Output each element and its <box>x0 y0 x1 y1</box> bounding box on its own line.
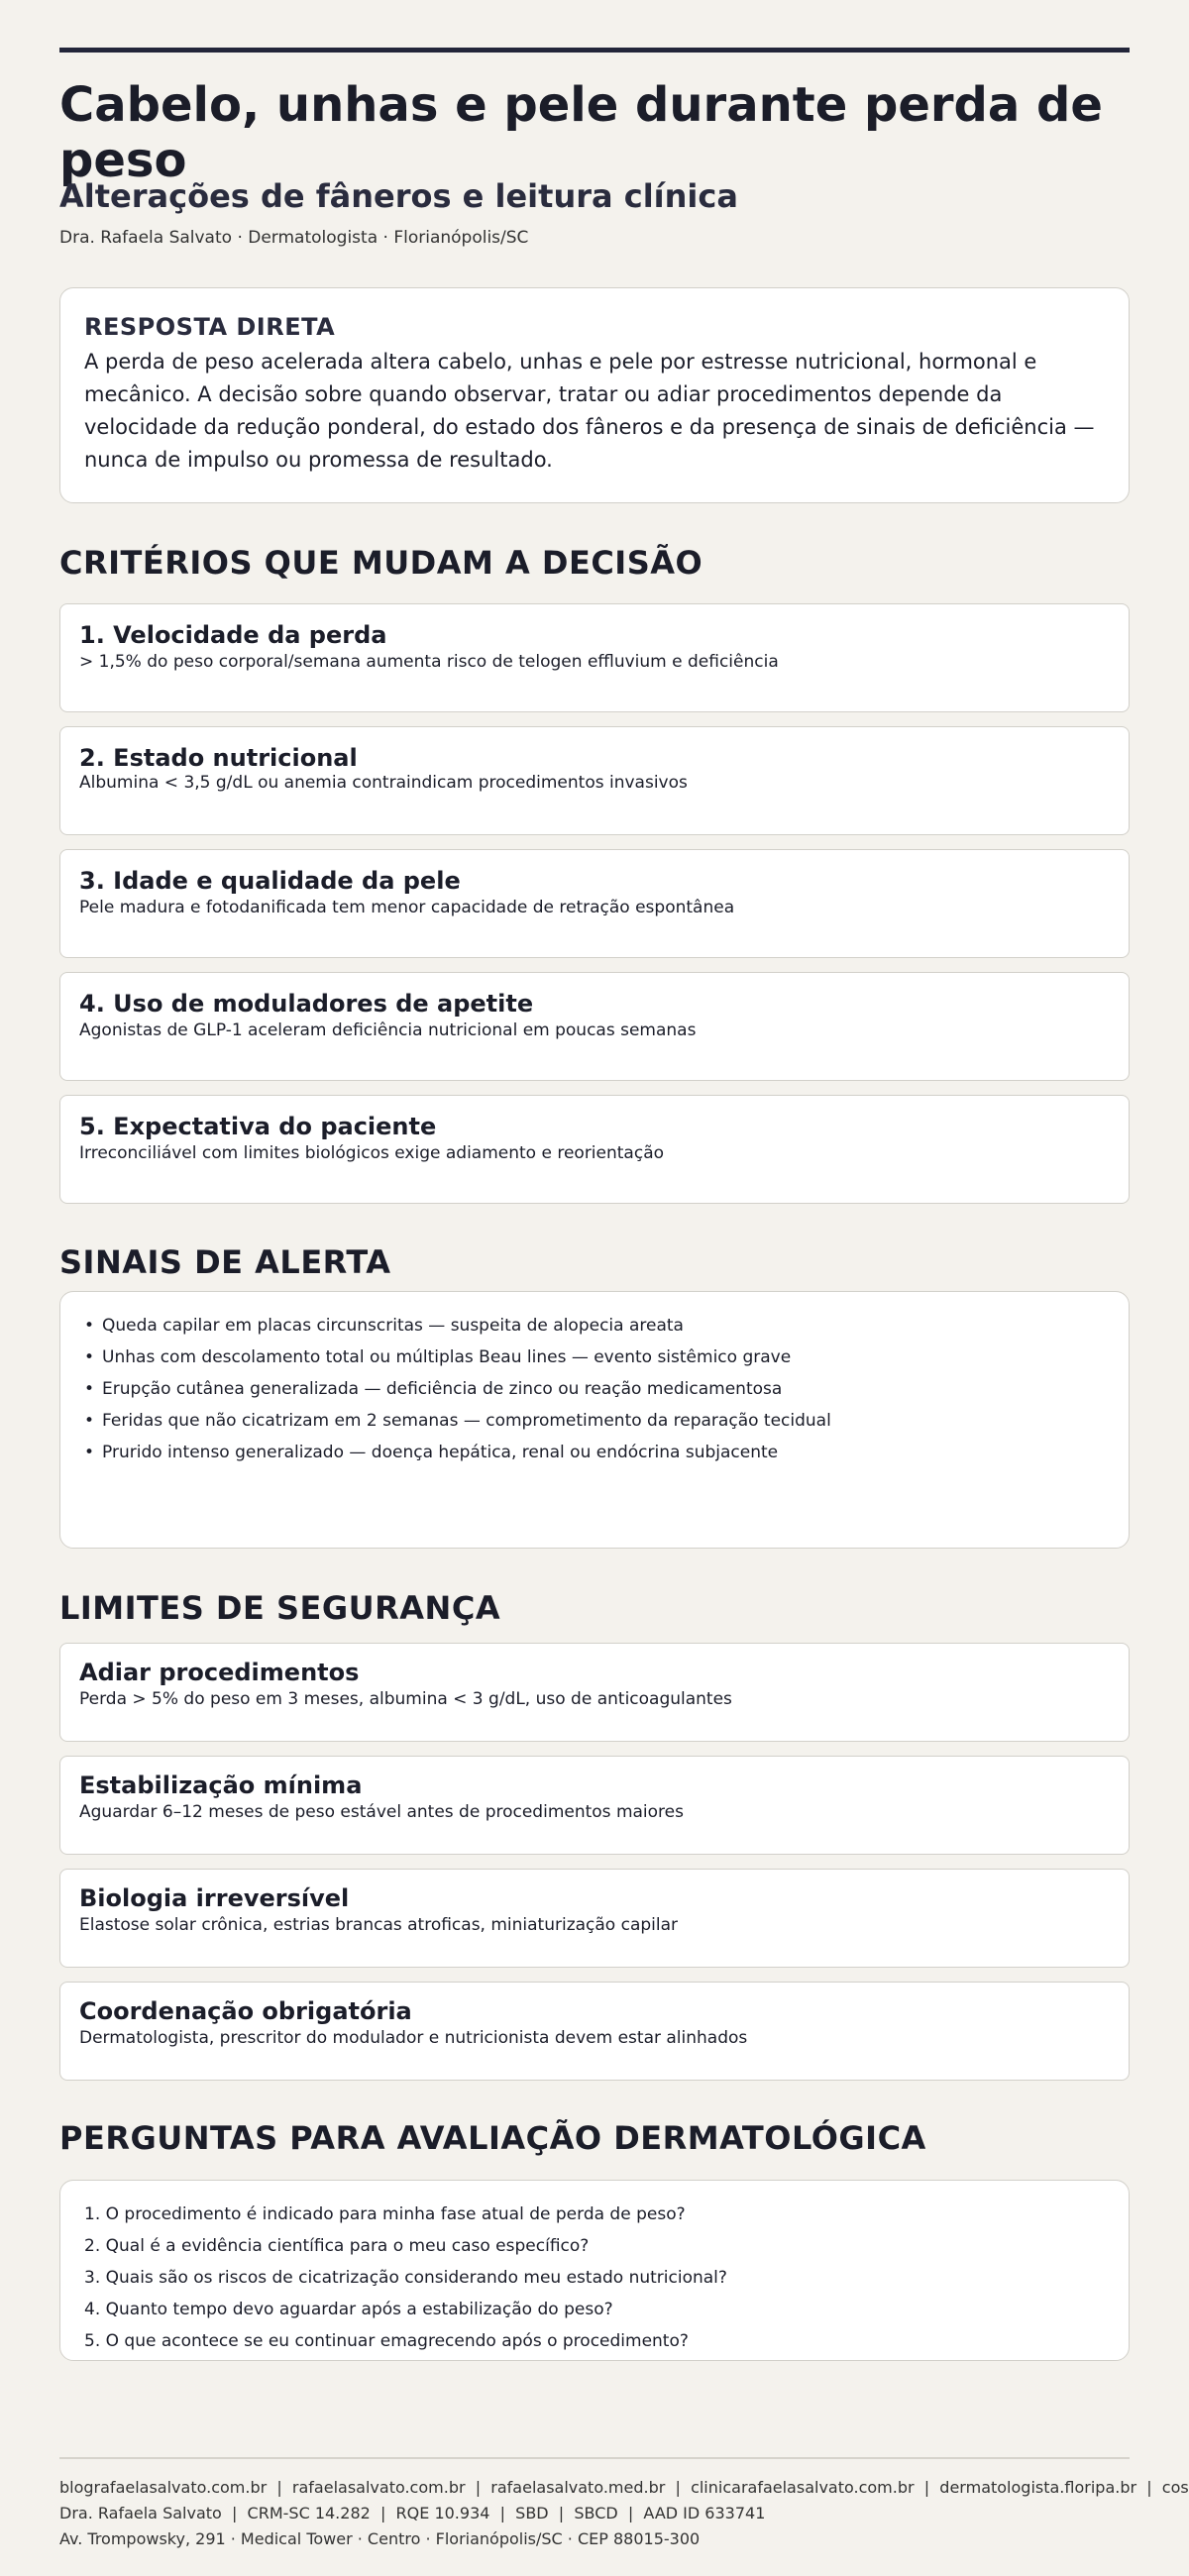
footer-divider <box>59 2457 1130 2459</box>
alert-item: • Feridas que não cicatrizam em 2 semanas — comprometimento da reparação tecidual <box>84 1405 1105 1437</box>
criteria-title: 3. Idade e qualidade da pele <box>79 867 461 895</box>
criteria-desc: > 1,5% do peso corporal/semana aumenta risco de telogen effluvium e deficiência <box>79 652 779 672</box>
criteria-card <box>59 603 1130 712</box>
alert-item: • Unhas com descolamento total ou múltiplas Beau lines — evento sistêmico grave <box>84 1342 1105 1373</box>
limit-title: Adiar procedimentos <box>79 1659 360 1686</box>
limit-card <box>59 1869 1130 1968</box>
criteria-desc: Albumina < 3,5 g/dL ou anemia contraindicam procedimentos invasivos <box>79 773 688 793</box>
criteria-title: 2. Estado nutricional <box>79 744 358 772</box>
footer-credentials: Dra. Rafaela Salvato | CRM-SC 14.282 | RQE 10.934 | SBD | SBCD | AAD ID 633741 <box>59 2504 766 2522</box>
page-subtitle: Alterações de fâneros e leitura clínica <box>59 177 738 215</box>
alerts-list <box>84 1310 1105 1468</box>
limit-title: Biologia irreversível <box>79 1884 350 1912</box>
alerts-card <box>59 1291 1130 1549</box>
question-item: 3. Quais são os riscos de cicatrização considerando meu estado nutricional? <box>84 2268 727 2288</box>
criteria-heading: CRITÉRIOS QUE MUDAM A DECISÃO <box>59 544 703 582</box>
limit-desc: Perda > 5% do peso em 3 meses, albumina < 3 g/dL, uso de anticoagulantes <box>79 1689 732 1709</box>
alert-item: • Prurido intenso generalizado — doença hepática, renal ou endócrina subjacente <box>84 1437 1105 1468</box>
criteria-card <box>59 1095 1130 1204</box>
footer-sites: blografaelasalvato.com.br | rafaelasalvato.com.br | rafaelasalvato.med.br | clinicarafaelasalvato.com.br | dermatologista.floripa.br | cos <box>59 2478 1189 2497</box>
limit-card <box>59 1643 1130 1742</box>
limit-card <box>59 1756 1130 1855</box>
limit-title: Coordenação obrigatória <box>79 1997 412 2025</box>
limit-title: Estabilização mínima <box>79 1771 363 1799</box>
alert-item: • Erupção cutânea generalizada — deficiência de zinco ou reação medicamentosa <box>84 1373 1105 1405</box>
page-title: Cabelo, unhas e pele durante perda de peso <box>59 77 1103 188</box>
question-item: 5. O que acontece se eu continuar emagrecendo após o procedimento? <box>84 2331 689 2351</box>
limit-desc: Elastose solar crônica, estrias brancas atroficas, miniaturização capilar <box>79 1915 679 1935</box>
questions-list <box>84 2199 1105 2357</box>
criteria-card <box>59 972 1130 1081</box>
alert-item: • Queda capilar em placas circunscritas — suspeita de alopecia areata <box>84 1310 1105 1342</box>
criteria-title: 4. Uso de moduladores de apetite <box>79 990 534 1018</box>
criteria-desc: Pele madura e fotodanificada tem menor capacidade de retração espontânea <box>79 898 735 917</box>
question-item: 1. O procedimento é indicado para minha fase atual de perda de peso? <box>84 2204 686 2224</box>
footer-address: Av. Trompowsky, 291 · Medical Tower · Centro · Florianópolis/SC · CEP 88015-300 <box>59 2529 701 2548</box>
question-item: 4. Quanto tempo devo aguardar após a estabilização do peso? <box>84 2300 613 2319</box>
alerts-heading: SINAIS DE ALERTA <box>59 1243 391 1281</box>
criteria-card <box>59 849 1130 958</box>
author-line: Dra. Rafaela Salvato · Dermatologista · Florianópolis/SC <box>59 228 529 248</box>
criteria-title: 5. Expectativa do paciente <box>79 1113 437 1140</box>
direct-answer-card <box>59 287 1130 503</box>
questions-card <box>59 2180 1130 2361</box>
criteria-title: 1. Velocidade da perda <box>79 621 387 649</box>
question-item: 2. Qual é a evidência científica para o meu caso específico? <box>84 2236 590 2256</box>
limits-heading: LIMITES DE SEGURANÇA <box>59 1589 501 1627</box>
limit-desc: Dermatologista, prescritor do modulador e nutricionista devem estar alinhados <box>79 2028 748 2048</box>
direct-answer-label: RESPOSTA DIRETA <box>84 313 336 341</box>
criteria-desc: Agonistas de GLP-1 aceleram deficiência nutricional em poucas semanas <box>79 1020 697 1040</box>
questions-heading: PERGUNTAS PARA AVALIAÇÃO DERMATOLÓGICA <box>59 2119 926 2157</box>
criteria-card <box>59 726 1130 835</box>
direct-answer-text: A perda de peso acelerada altera cabelo, unhas e pele por estresse nutricional, hormonal e mecânico. A decisão sobre quando observar, tratar ou adiar procedimentos depende da velocidade da redução ponderal, do estado dos fâneros e da presença de sinais de deficiência — nunca de impulso ou promessa de resultado. <box>84 350 1095 472</box>
limit-card <box>59 1982 1130 2081</box>
limit-desc: Aguardar 6–12 meses de peso estável antes de procedimentos maiores <box>79 1802 684 1822</box>
criteria-desc: Irreconciliável com limites biológicos exige adiamento e reorientação <box>79 1143 665 1163</box>
top-rule <box>59 48 1130 53</box>
